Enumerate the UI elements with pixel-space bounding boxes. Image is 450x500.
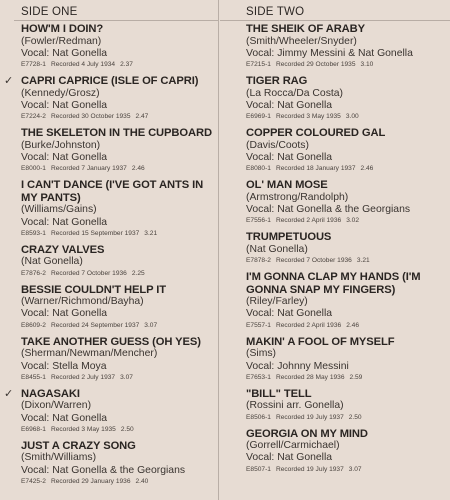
track-duration: 2.50 [120, 425, 134, 433]
track-duration: 2.46 [131, 165, 145, 173]
handwritten-tick-mark: ✓ [4, 74, 14, 88]
track-recording-info [21, 425, 220, 435]
track-duration: 3.00 [345, 113, 359, 121]
track-matrix-number: E8000-1 [21, 165, 46, 173]
track-composers: (Riley/Farley) [246, 296, 308, 308]
track-entry [21, 179, 220, 239]
track-recorded-date: Recorded 2 April 1936 [275, 217, 342, 225]
track-recorded-date: Recorded 4 July 1934 [50, 61, 116, 69]
track-recording-info [246, 373, 450, 383]
track-vocal: Vocal: Nat Gonella [246, 151, 333, 163]
track-entry [246, 179, 450, 226]
track-recording-info [246, 413, 450, 423]
track-entry [246, 336, 450, 383]
track-composers: (Smith/Wheeler/Snyder) [246, 35, 357, 47]
track-recorded-date: Recorded 24 September 1937 [50, 321, 140, 329]
track-composers: (Sherman/Newman/Mencher) [21, 348, 158, 360]
track-matrix-number: E6968-1 [21, 425, 46, 433]
track-recording-info [21, 321, 220, 331]
track-title: THE SHEIK OF ARABY [246, 23, 365, 35]
side-two-heading: SIDE TWO [246, 6, 305, 18]
track-vocal: Vocal: Nat Gonella & the Georgians [246, 204, 411, 216]
track-vocal: Vocal: Nat Gonella [246, 99, 333, 111]
track-vocal: Vocal: Johnny Messini [246, 360, 349, 372]
track-duration: 2.59 [349, 373, 363, 381]
track-matrix-number: E6969-1 [246, 113, 271, 121]
track-duration: 2.50 [348, 413, 362, 421]
track-recording-info [246, 321, 450, 331]
track-recorded-date: Recorded 15 September 1937 [50, 229, 140, 237]
track-entry [21, 440, 220, 487]
track-matrix-number: E7224-2 [21, 113, 46, 121]
track-recorded-date: Recorded 7 October 1936 [50, 269, 127, 277]
track-title: I CAN'T DANCE (I'VE GOT ANTS IN MY PANTS) [21, 179, 204, 204]
track-duration: 2.47 [135, 113, 149, 121]
track-duration: 2.40 [135, 478, 149, 486]
track-title: CAPRI CAPRICE (ISLE OF CAPRI) [21, 75, 199, 88]
track-entry [21, 127, 220, 174]
track-recording-info [21, 112, 220, 122]
track-matrix-number: E8593-1 [21, 229, 46, 237]
track-duration: 3.07 [348, 465, 362, 473]
track-composers: (Burke/Johnston) [21, 139, 101, 151]
track-recorded-date: Recorded 29 October 1935 [275, 61, 356, 69]
track-recording-info [246, 164, 450, 174]
track-entry [21, 336, 220, 383]
track-composers: (Sims) [246, 348, 277, 360]
track-matrix-number: E8506-1 [246, 413, 271, 421]
track-duration: 3.21 [144, 229, 158, 237]
side-one-tracks [4, 23, 220, 487]
handwritten-tick-mark: ✓ [4, 386, 14, 400]
track-vocal: Vocal: Stella Moya [21, 360, 107, 372]
track-duration: 3.07 [144, 321, 158, 329]
side-two-column [220, 0, 450, 500]
track-vocal: Vocal: Nat Gonella [21, 412, 108, 424]
track-composers: (Armstrong/Randolph) [246, 191, 349, 203]
side-one-heading: SIDE ONE [21, 6, 78, 18]
track-recorded-date: Recorded 29 January 1936 [50, 478, 131, 486]
track-duration: 3.02 [346, 217, 360, 225]
track-entry [4, 74, 220, 122]
track-matrix-number: E8455-1 [21, 373, 46, 381]
track-duration: 2.37 [120, 61, 133, 69]
track-title: OL' MAN MOSE [246, 179, 328, 192]
track-entry [246, 127, 450, 174]
track-entry [21, 23, 220, 70]
track-composers: (Nat Gonella) [21, 256, 83, 268]
track-recording-info [246, 60, 450, 70]
track-matrix-number: E7215-1 [246, 61, 271, 69]
track-recorded-date: Recorded 2 July 1937 [50, 373, 116, 381]
track-recording-info [246, 112, 450, 122]
track-matrix-number: E7728-1 [21, 61, 46, 69]
track-composers: (Gorrell/Carmichael) [246, 440, 340, 452]
track-duration: 3.21 [356, 257, 370, 265]
track-duration: 2.46 [360, 165, 374, 173]
track-entry [246, 75, 450, 122]
track-entry [246, 231, 450, 266]
track-composers: (Kennedy/Grosz) [21, 87, 100, 99]
track-entry [246, 271, 450, 331]
track-title: THE SKELETON IN THE CUPBOARD [21, 127, 212, 140]
track-title: COPPER COLOURED GAL [246, 127, 386, 140]
track-composers: (Dixon/Warren) [21, 400, 92, 412]
track-recorded-date: Recorded 2 April 1936 [275, 321, 342, 329]
track-vocal: Vocal: Nat Gonella [21, 99, 108, 111]
track-entry [246, 23, 450, 70]
track-title: BESSIE COULDN'T HELP IT [21, 283, 166, 296]
track-composers: (Davis/Coots) [246, 139, 309, 151]
track-composers: (Nat Gonella) [246, 243, 308, 255]
track-matrix-number: E7425-2 [21, 478, 46, 486]
track-composers: (Smith/Williams) [21, 452, 97, 464]
track-recorded-date: Recorded 3 May 1935 [50, 425, 116, 433]
track-title: GEORGIA ON MY MIND [246, 427, 368, 440]
track-vocal: Vocal: Nat Gonella [246, 452, 333, 464]
track-duration: 3.10 [360, 61, 374, 69]
track-matrix-number: E7876-2 [21, 269, 46, 277]
track-title: NAGASAKI [21, 387, 80, 400]
track-composers: (Warner/Richmond/Bayha) [21, 296, 144, 308]
track-vocal: Vocal: Nat Gonella [21, 151, 108, 163]
track-composers: (Rossini arr. Gonella) [246, 400, 344, 412]
track-recorded-date: Recorded 7 October 1936 [275, 257, 352, 265]
track-recording-info [21, 229, 220, 239]
track-recorded-date: Recorded 3 May 1935 [275, 113, 341, 121]
track-entry [21, 244, 220, 279]
track-composers: (La Rocca/Da Costa) [246, 87, 344, 99]
track-vocal: Vocal: Jimmy Messini & Nat Gonella [246, 47, 413, 59]
track-recording-info [21, 373, 220, 383]
track-matrix-number: E7556-1 [246, 217, 271, 225]
track-title: CRAZY VALVES [21, 243, 105, 256]
track-recorded-date: Recorded 28 May 1936 [275, 373, 345, 381]
track-vocal: Vocal: Nat Gonella [246, 308, 333, 320]
track-vocal: Vocal: Nat Gonella [21, 216, 108, 228]
track-entry [4, 386, 220, 435]
track-title: I'M GONNA CLAP MY HANDS (I'M GONNA SNAP MY FINGERS) [246, 271, 421, 296]
track-title: HOW'M I DOIN? [21, 23, 104, 35]
track-matrix-number: E8507-1 [246, 465, 271, 473]
track-title: "BILL" TELL [246, 387, 312, 400]
track-recorded-date: Recorded 30 October 1935 [50, 113, 131, 121]
track-matrix-number: E8080-1 [246, 165, 271, 173]
track-matrix-number: E7878-2 [246, 257, 271, 265]
track-title: MAKIN' A FOOL OF MYSELF [246, 335, 395, 348]
track-matrix-number: E7557-1 [246, 321, 271, 329]
side-two-tracks [246, 23, 450, 475]
track-duration: 2.46 [346, 321, 360, 329]
track-vocal: Vocal: Nat Gonella & the Georgians [21, 464, 186, 476]
track-recorded-date: Recorded 7 January 1937 [50, 165, 127, 173]
track-title: TRUMPETUOUS [246, 231, 332, 244]
track-recording-info [21, 60, 220, 70]
track-recording-info [246, 256, 450, 266]
track-composers: (Fowler/Redman) [21, 35, 102, 47]
track-recording-info [21, 164, 220, 174]
track-recorded-date: Recorded 18 January 1937 [275, 165, 356, 173]
track-title: JUST A CRAZY SONG [21, 439, 136, 452]
track-matrix-number: E8609-2 [21, 321, 46, 329]
track-recording-info [246, 216, 450, 226]
track-duration: 3.07 [120, 373, 133, 381]
track-recording-info [246, 465, 450, 475]
side-one-column [0, 0, 220, 500]
track-matrix-number: E7653-1 [246, 373, 271, 381]
track-title: TIGER RAG [246, 75, 308, 88]
track-duration: 2.25 [131, 269, 145, 277]
track-vocal: Vocal: Nat Gonella [21, 308, 108, 320]
track-recording-info [21, 477, 220, 487]
track-recorded-date: Recorded 19 July 1937 [275, 465, 344, 473]
track-entry [21, 284, 220, 331]
track-entry [246, 428, 450, 475]
track-entry [246, 388, 450, 423]
track-recorded-date: Recorded 19 July 1937 [275, 413, 344, 421]
track-composers: (Williams/Gains) [21, 204, 97, 216]
track-vocal: Vocal: Nat Gonella [21, 47, 108, 59]
track-title: TAKE ANOTHER GUESS (OH YES) [21, 335, 201, 348]
track-recording-info [21, 269, 220, 279]
